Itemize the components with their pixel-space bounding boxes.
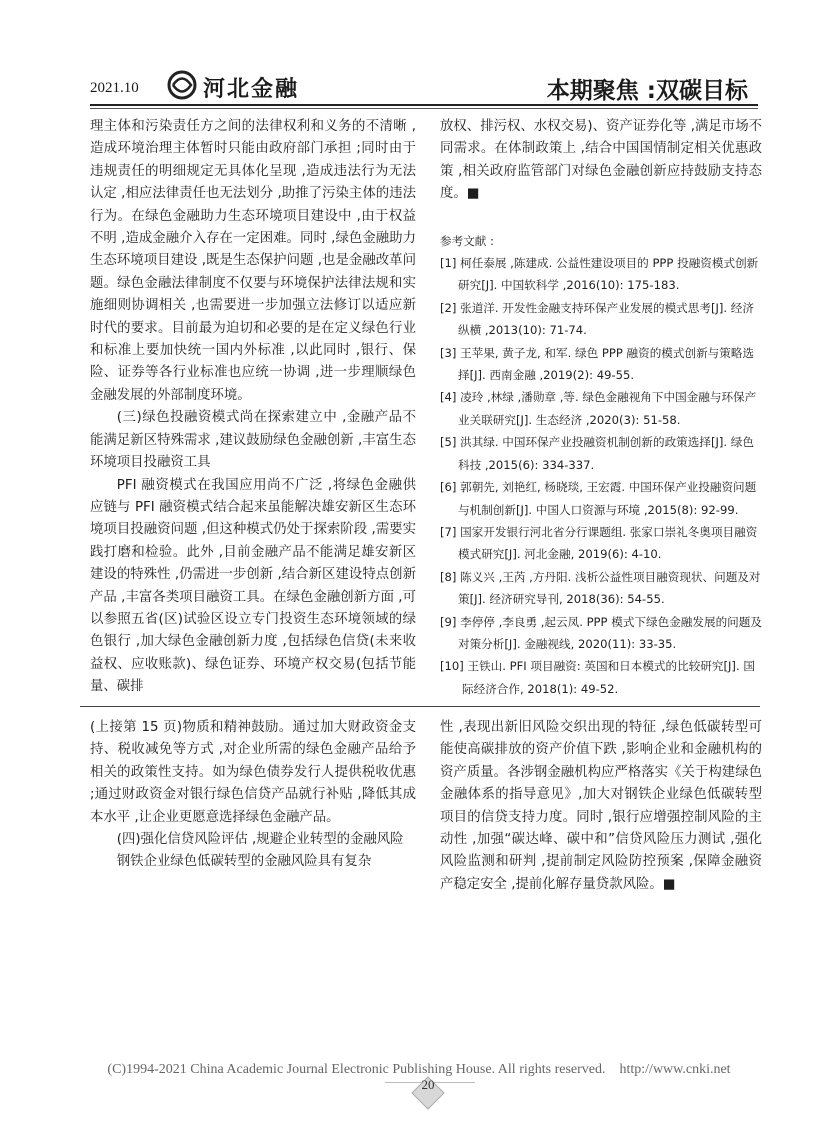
upper-left-column (90, 116, 416, 699)
section-title: 本期聚焦 :双碳目标 (546, 78, 748, 104)
reference-item: [5] 洪其绿. 中国环保产业投融资机制创新的政策选择[J]. 绿色科技 ,2015(6): 334-337. (440, 435, 754, 472)
body-paragraph: 理主体和污染责任方之间的法律权利和义务的不清晰 ,造成环境治理主体暂时只能由政府部门承担 ;同时由于违规责任的明细规定无具体化呈现 ,造成违法行为无法认定 ,相应法律责任也无法划分 ,助推了污染主体的违法行为。在绿色金融助力生态环境项目建设中 ,由于权益不明 ,造成金融介入存在一定困难。同时 ,绿色金融助力生态环境项目建设 ,既是生态保护问题 ,也是金融改革问题。绿色金融法律制度不仅要与环境保护法律法规和实施细则协调相关 ,也需要进一步加强立法修订以适应新时代的要求。目前最为迫切和必要的是在定义绿色行业和标准上要加快统一国内外标准 ,以此同时 ,银行、保险、证券等各行业标准也应统一协调 ,进一步理顺绿色金融发展的外部制度环境。 (90, 119, 416, 403)
body-paragraph: 性 ,表现出新旧风险交织出现的特征 ,绿色低碳转型可能使高碳排放的资产价值下跌 ,影响企业和金融机构的资产质量。各涉钢金融机构应严格落实《关于构建绿色金融体系的指导意见》,加大对钢铁企业绿色低碳转型项目的信贷支持力度。同时 ,银行应增强控制风险的主动性 ,加强“碳达峰、碳中和”信贷风险压力测试 ,强化风险监测和研判 ,提前制定风险防控预案 ,保障金融资产稳定安全 ,提前化解存量贷款风险。■ (440, 720, 762, 892)
reference-item: [6] 郭朝先, 刘艳红, 杨晓琰, 王宏霞. 中国环保产业投融资问题与机制创新[J]. 中国人口资源与环境 ,2015(8): 92-99. (440, 480, 757, 517)
body-paragraph: (上接第 15 页)物质和精神鼓励。通过加大财政资金支持、税收减免等方式 ,对企业所需的绿色金融产品给予相关的政策性支持。如为绿色债券发行人提供税收优惠 ;通过财政资金对银行绿色信贷产品就行补贴 ,降低其成本水平 ,让企业更愿意选择绿色金融产品。 (90, 720, 416, 825)
reference-item: [3] 王苹果, 黄子龙, 和军. 绿色 PPP 融资的模式创新与策略选择[J]. 西南金融 ,2019(2): 49-55. (440, 345, 755, 383)
header-rule (90, 104, 758, 106)
reference-item: [4] 凌玲 ,林绿 ,潘勋章 ,等. 绿色金融视角下中国金融与环保产业关联研究[J]. 生态经济 ,2020(3): 51-58. (440, 390, 757, 427)
reference-item: [8] 陈义兴 ,王芮 ,方丹阳. 浅析公益性项目融资现状、问题及对策[J]. 经济研究导刊, 2018(36): 54-55. (440, 569, 761, 607)
body-paragraph: PFI 融资模式在我国应用尚不广泛 ,将绿色金融供应链与 PFI 融资模式结合起来虽能解决雄安新区生态环境项目投融资问题 ,但这种模式仍处于探索阶段 ,需要实践打磨和检验。此外 ,目前金融产品不能满足雄安新区建设的特殊性 ,仍需进一步创新 ,结合新区建设特点创新产品 ,丰富各类项目融资工具。在绿色金融创新方面 ,可以参照五省(区)试验区设立专门投资生态环境领域的绿色银行 ,加大绿色金融创新力度 ,包括绿色信贷(未来收益权、应收账款)、绿色证券、环境产权交易(包括节能量、碳排 (90, 477, 416, 695)
reference-item: [10] 王铁山. PFI 项目融资: 英国和日本模式的比较研究[J]. 国际经济合作, 2018(1): 49-52. (440, 659, 755, 696)
upper-right-column (440, 116, 762, 700)
body-paragraph: 放权、排污权、水权交易)、资产证券化等 ,满足市场不同需求。在体制政策上 ,结合中国国情制定相关优惠政策 ,相关政府监管部门对绿色金融创新应持鼓励支持态度。■ (440, 119, 762, 202)
copyright-footer: (C)1994-2021 China Academic Journal Electronic Publishing House. All rights reserved. http://www.cnki.net (107, 1062, 731, 1077)
lower-right-column (440, 717, 762, 896)
page-number: 20 (421, 1077, 435, 1092)
article-separator (80, 706, 760, 707)
section-heading: (四)强化信贷风险评估 ,规避企业转型的金融风险 (116, 832, 404, 848)
references (440, 230, 762, 701)
body-paragraph: 钢铁企业绿色低碳转型的金融风险具有复杂 (116, 854, 372, 870)
references-title: 参考文献 : (440, 233, 494, 248)
reference-item: [7] 国家开发银行河北省分行课题组. 张家口崇礼冬奥项目融资模式研究[J]. 河北金融, 2019(6): 4-10. (440, 524, 758, 562)
issue-date: 2021.10 (90, 80, 139, 96)
header-rule-thin (90, 108, 758, 109)
lower-left-column (90, 717, 416, 874)
section-heading: (三)绿色投融资模式尚在探索建立中 ,金融产品不能满足新区特殊需求 ,建议鼓励绿色金融创新 ,丰富生态环境项目投融资工具 (90, 410, 416, 471)
reference-item: [1] 柯任泰展 ,陈建成. 公益性建设项目的 PPP 投融资模式创新研究[J]. 中国软科学 ,2016(10): 175-183. (440, 256, 759, 293)
journal-name: 河北金融 (203, 76, 300, 102)
reference-item: [2] 张道洋. 开发性金融支持环保产业发展的模式思考[J]. 经济纵横 ,2013(10): 71-74. (440, 300, 754, 338)
reference-item: [9] 李停停 ,李良勇 ,起云凤. PPP 模式下绿色金融发展的问题及对策分析[J]. 金融视线, 2020(11): 33-35. (440, 614, 762, 651)
